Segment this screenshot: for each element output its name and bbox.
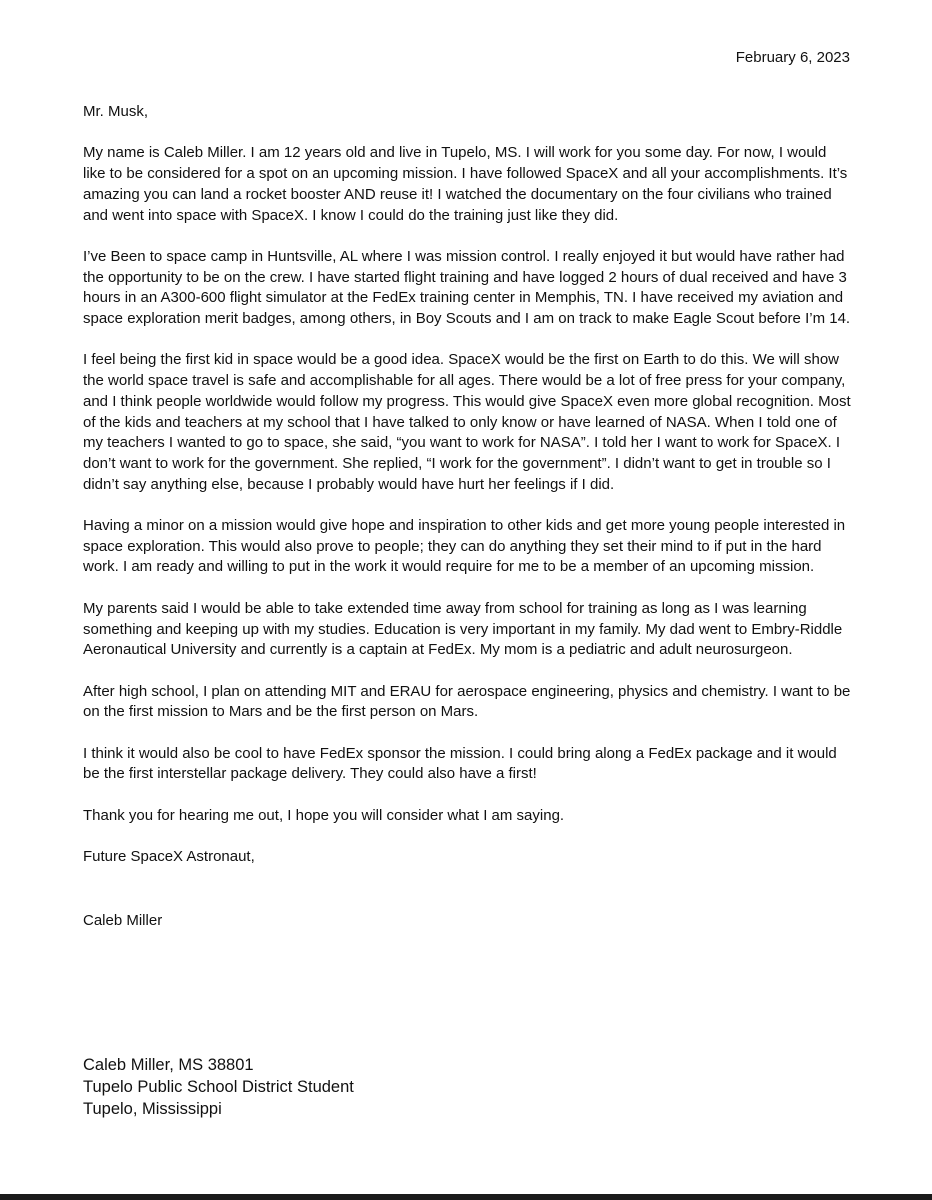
paragraph-introduction: My name is Caleb Miller. I am 12 years old and live in Tupelo, MS. I will work for you some day. For now, I would like to be considered for a spot on an upcoming mission. I have followed SpaceX and all your accomplishments. It’s amazing you can land a rocket booster AND reuse it! I watched the documentary on the four civilians who trained and went into space with SpaceX. I know I could do the training just like they did. (83, 144, 848, 224)
closing: Future SpaceX Astronaut, (83, 848, 255, 866)
paragraph-fedex: I think it would also be cool to have FedEx sponsor the mission. I could bring along a FedEx package and it would be the first interstellar package delivery. They could also have a first! (83, 744, 837, 783)
sender-address (83, 1054, 354, 1120)
paragraph-space-camp: I’ve Been to space camp in Huntsville, AL where I was mission control. I really enjoyed it but would have rather had the opportunity to be on the crew. I have started flight training and have logged 2 hours of dual received and have 3 hours in an A300-600 flight simulator at the FedEx training center in Memphis, TN. I have received my aviation and space exploration merit badges, among others, in Boy Scouts and I am on track to make Eagle Scout before I’m 14. (83, 247, 851, 327)
paragraph-minor-mission: Having a minor on a mission would give hope and inspiration to other kids and get more young people interested in space exploration. This would also prove to people; they can do anything they set their mind to if put in the hard work. I am ready and willing to put in the work it would require for me to be a member of an upcoming mission. (83, 517, 846, 576)
address-line-1: Caleb Miller, MS 38801 (83, 1056, 254, 1074)
signature: Caleb Miller (83, 911, 163, 929)
paragraph-thank-you: Thank you for hearing me out, I hope you will consider what I am saying. (83, 806, 565, 824)
salutation: Mr. Musk, (83, 103, 149, 120)
signature-gap (83, 889, 853, 911)
address-line-2: Tupelo Public School District Student (83, 1078, 354, 1096)
address-line-3: Tupelo, Mississippi (83, 1100, 222, 1118)
paragraph-parents: My parents said I would be able to take extended time away from school for training as long as I was learning something and keeping up with my studies. Education is very important in my family. My dad went to Embry-Riddle Aeronautical University and currently is a captain at FedEx. My mom is a pediatric and adult neurosurgeon. (83, 599, 843, 659)
letter-date: February 6, 2023 (735, 49, 850, 66)
paragraph-first-kid: I feel being the first kid in space would be a good idea. SpaceX would be the first on Earth to do this. We will show the world space travel is safe and accomplishable for all ages. There would be a lot of free press for your company, and I think people worldwide would follow my progress. This would give SpaceX even more global recognition. Most of the kids and teachers at my school that I have talked to only know or have learned of NASA. When I told one of my teachers I wanted to go to space, she said, “you want to work for NASA”. I told her I want to work for SpaceX. I don’t want to work for the government. She replied, “I work for the government”. I didn’t want to get in trouble so I didn’t say anything else, because I probably would have hurt her feelings if I did. (83, 351, 851, 493)
bottom-edge-bar (0, 1194, 932, 1200)
paragraph-high-school: After high school, I plan on attending MIT and ERAU for aerospace engineering, physics and chemistry. I want to be on the first mission to Mars and be the first person on Mars. (83, 682, 851, 721)
letter-body (83, 102, 853, 952)
